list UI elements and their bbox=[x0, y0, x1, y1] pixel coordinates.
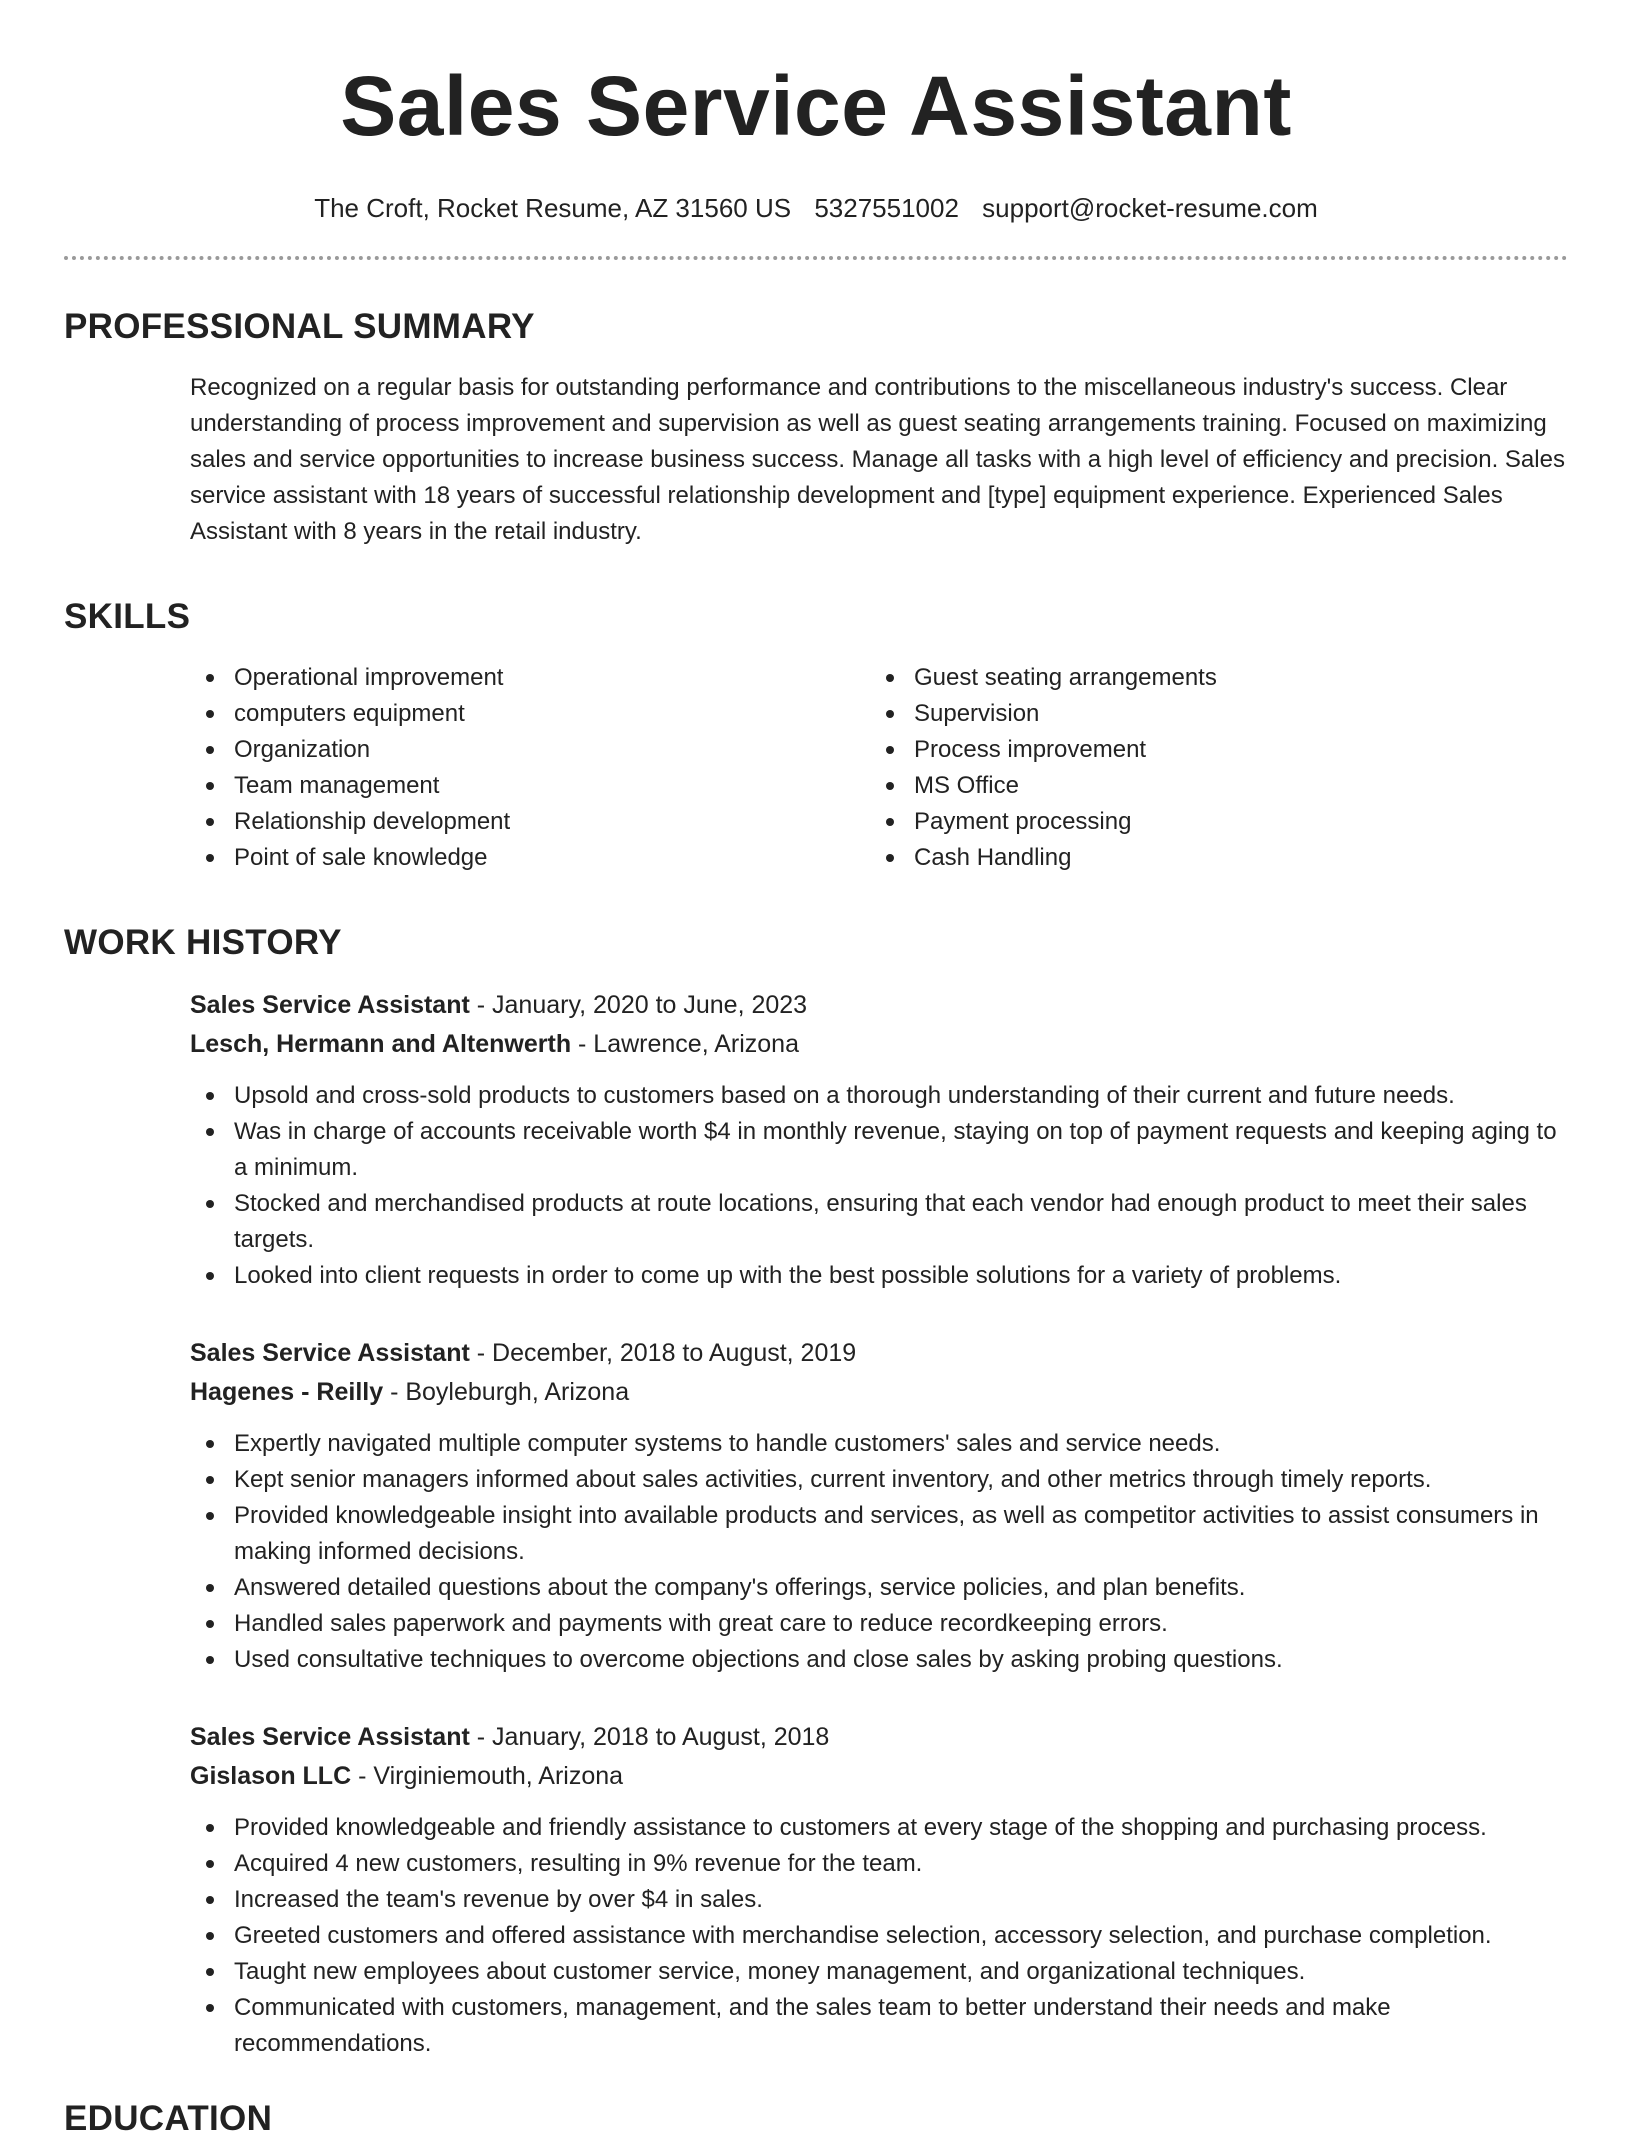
skill-item: Relationship development bbox=[190, 804, 870, 840]
resume-name: Sales Service Assistant bbox=[340, 59, 1292, 153]
skill-item: Cash Handling bbox=[870, 840, 1550, 876]
skill-item: Team management bbox=[190, 768, 870, 804]
job-bullet: Answered detailed questions about the company's offerings, service policies, and plan benefits. bbox=[190, 1570, 1568, 1606]
job-role: Sales Service Assistant bbox=[190, 1723, 470, 1751]
job-company-line bbox=[190, 1757, 1568, 1796]
job-entry bbox=[64, 1334, 1568, 1678]
education-title: EDUCATION bbox=[64, 2099, 273, 2138]
summary-text: Recognized on a regular basis for outstanding performance and contributions to the miscellaneous industry's success. Clear understanding of process improvement and supervision as well as guest seating arrangements training. Focused on maximizing sales and service opportunities to increase business success. Manage all tasks with a high level of efficiency and precision. Sales service assistant with 18 years of successful relationship development and [type] equipment experience. Experienced Sales Assistant with 8 years in the retail industry. bbox=[190, 374, 1565, 545]
job-bullet: Greeted customers and offered assistance with merchandise selection, accessory selection, and purchase completion. bbox=[190, 1918, 1568, 1954]
skills-column-right bbox=[870, 660, 1550, 876]
work-history-title: WORK HISTORY bbox=[64, 923, 342, 962]
job-role-line bbox=[190, 986, 1568, 1025]
skills-title: SKILLS bbox=[64, 597, 191, 636]
skill-item: Point of sale knowledge bbox=[190, 840, 870, 876]
job-role-line bbox=[190, 1718, 1568, 1757]
job-bullet: Handled sales paperwork and payments with great care to reduce recordkeeping errors. bbox=[190, 1606, 1568, 1642]
contact-address: The Croft, Rocket Resume, AZ 31560 US bbox=[314, 193, 792, 223]
job-company-line bbox=[190, 1373, 1568, 1412]
job-location: - Virginiemouth, Arizona bbox=[351, 1762, 624, 1790]
job-bullet: Taught new employees about customer service, money management, and organizational techniques. bbox=[190, 1954, 1568, 1990]
job-bullets bbox=[190, 1810, 1568, 2062]
job-bullet: Used consultative techniques to overcome objections and close sales by asking probing questions. bbox=[190, 1642, 1568, 1678]
job-bullet: Expertly navigated multiple computer systems to handle customers' sales and service needs. bbox=[190, 1426, 1568, 1462]
job-bullet: Was in charge of accounts receivable worth $4 in monthly revenue, staying on top of payment requests and keeping aging to a minimum. bbox=[190, 1114, 1568, 1186]
skills-column-left bbox=[190, 660, 870, 876]
job-bullet: Increased the team's revenue by over $4 in sales. bbox=[190, 1882, 1568, 1918]
skill-item: Process improvement bbox=[870, 732, 1550, 768]
job-role: Sales Service Assistant bbox=[190, 991, 470, 1019]
job-bullet: Provided knowledgeable insight into available products and services, as well as competitor activities to assist consumers in making informed decisions. bbox=[190, 1498, 1568, 1570]
job-dates: - January, 2020 to June, 2023 bbox=[469, 991, 808, 1019]
job-bullet: Upsold and cross-sold products to customers based on a thorough understanding of their current and future needs. bbox=[190, 1078, 1568, 1114]
job-company: Gislason LLC bbox=[190, 1762, 352, 1790]
job-company-line bbox=[190, 1025, 1568, 1064]
job-role: Sales Service Assistant bbox=[190, 1339, 470, 1367]
job-entry bbox=[64, 986, 1568, 1294]
job-entry bbox=[64, 1718, 1568, 2062]
job-bullet: Kept senior managers informed about sales activities, current inventory, and other metrics through timely reports. bbox=[190, 1462, 1568, 1498]
job-bullets bbox=[190, 1078, 1568, 1294]
skill-item: Operational improvement bbox=[190, 660, 870, 696]
skill-item: computers equipment bbox=[190, 696, 870, 732]
job-bullet: Stocked and merchandised products at route locations, ensuring that each vendor had enough product to meet their sales targets. bbox=[190, 1186, 1568, 1258]
skill-item: Organization bbox=[190, 732, 870, 768]
skill-item: MS Office bbox=[870, 768, 1550, 804]
job-bullet: Acquired 4 new customers, resulting in 9% revenue for the team. bbox=[190, 1846, 1568, 1882]
skills-list bbox=[64, 660, 1568, 876]
job-role-line bbox=[190, 1334, 1568, 1373]
skill-item: Payment processing bbox=[870, 804, 1550, 840]
contact-email: support@rocket-resume.com bbox=[982, 193, 1318, 223]
job-bullet: Provided knowledgeable and friendly assistance to customers at every stage of the shopping and purchasing process. bbox=[190, 1810, 1568, 1846]
job-company: Hagenes - Reilly bbox=[190, 1378, 384, 1406]
header-divider bbox=[64, 256, 1568, 260]
skill-item: Supervision bbox=[870, 696, 1550, 732]
job-location: - Lawrence, Arizona bbox=[571, 1030, 799, 1058]
job-bullets bbox=[190, 1426, 1568, 1678]
job-company: Lesch, Hermann and Altenwerth bbox=[190, 1030, 572, 1058]
summary-title: PROFESSIONAL SUMMARY bbox=[64, 307, 535, 346]
skill-item: Guest seating arrangements bbox=[870, 660, 1550, 696]
contact-line bbox=[64, 192, 1568, 224]
job-location: - Boyleburgh, Arizona bbox=[383, 1378, 630, 1406]
contact-phone: 5327551002 bbox=[814, 193, 959, 223]
job-dates: - December, 2018 to August, 2019 bbox=[469, 1339, 857, 1367]
job-bullet: Looked into client requests in order to come up with the best possible solutions for a variety of problems. bbox=[190, 1258, 1568, 1294]
job-dates: - January, 2018 to August, 2018 bbox=[469, 1723, 830, 1751]
job-bullet: Communicated with customers, management, and the sales team to better understand their needs and make recommendations. bbox=[190, 1990, 1568, 2062]
